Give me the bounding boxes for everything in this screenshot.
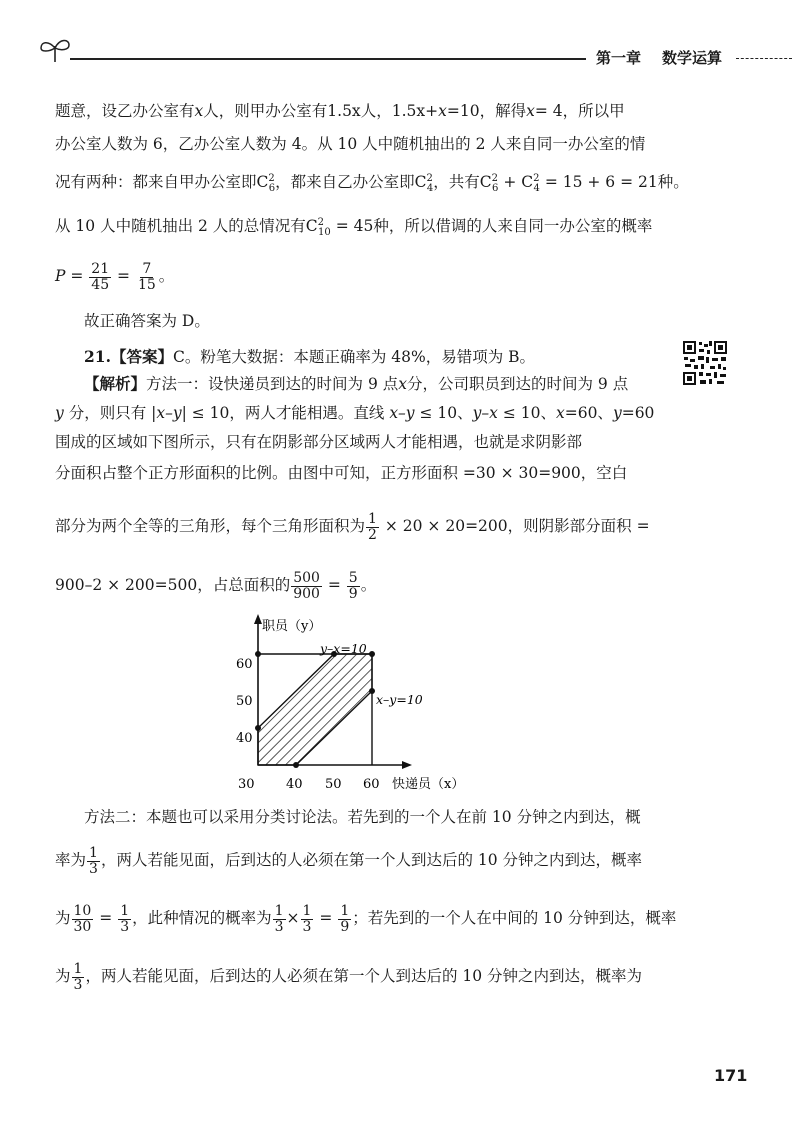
text-line-16: 为 $\frac{10}{30}$ = $\frac{1}{3}$ ，此种情况的概率为 $\frac{1}{3}$ × $\frac{1}{3}$ = $\frac{1}{9}$ ；若先到的一个人在中间的 10 分钟到达，概率 [55, 902, 677, 935]
section-label: 数学运算 [662, 49, 723, 67]
sprout-icon [38, 36, 72, 64]
x-axis-arrow [402, 761, 412, 769]
text-line-2: 办公室人数为 6，乙办公室人数为 4。从 10 人中随机抽出的 2 人来自同一办公室的情 [55, 135, 646, 153]
line-label-y-minus-x: y–x=10 [320, 641, 367, 656]
point-30-40 [255, 725, 261, 731]
text-line-14: 方法二：本题也可以采用分类讨论法。若先到的一个人在前 10 分钟之内到达，概 [84, 808, 641, 826]
text-line-4: 从 10 人中随机抽出 2 人的总情况有$C^2_{10} = 45$种，所以借调的人来自同一办公室的概率 [55, 217, 653, 239]
page-number: 171 [714, 1066, 748, 1085]
text-line-15: 率为 $\frac{1}{3}$ ，两人若能见面，后到达的人必须在第一个人到达后的 10 分钟之内到达，概率 [55, 844, 643, 877]
text-line-3: 况有两种：都来自甲办公室即$C^2_6$，都来自乙办公室即$C^2_4$，共有$C^2_6 + C^2_4 = 15 + 6 = 21$种。 [55, 173, 689, 195]
x-axis-label: 快递员（x） [392, 777, 465, 792]
text-line-5: P = $\frac{21}{45}$ = $\frac{7}{15}$ 。 [55, 260, 175, 293]
text-line-17: 为 $\frac{1}{3}$ ，两人若能见面，后到达的人必须在第一个人到达后的 10 分钟之内到达，概率为 [55, 960, 643, 993]
point-40-30 [293, 762, 299, 768]
header-rule [70, 58, 586, 60]
y-axis-arrow [254, 614, 262, 624]
text-line-10: 围成的区域如下图所示，只有在阴影部分区域两人才能相遇，也就是求阴影部 [55, 433, 583, 451]
text-line-6: 故正确答案为 D。 [84, 312, 210, 330]
text-line-8: 【解析】方法一：设快递员到达的时间为 9 点x分，公司职员到达的时间为 9 点 [84, 375, 629, 393]
probability-diagram [230, 612, 490, 802]
x-tick-50: 50 [325, 777, 342, 792]
x-tick-30: 30 [238, 777, 255, 792]
y-tick-60: 60 [236, 657, 253, 672]
point-60-50 [369, 688, 375, 694]
text-line-9: y 分，则只有 |x–y| ≤ 10，两人才能相遇。直线 x–y ≤ 10、y–x ≤ 10、x=60、y=60 [55, 404, 655, 422]
chapter-label: 第一章 [596, 49, 642, 67]
header-rule-right [736, 58, 792, 59]
y-tick-40: 40 [236, 731, 253, 746]
text-line-7: 21.【答案】C。粉笔大数据：本题正确率为 48%，易错项为 B。 [84, 347, 536, 366]
text-line-11: 分面积占整个正方形面积的比例。由图中可知，正方形面积 =30 × 30=900，空白 [55, 464, 628, 482]
y-axis-label: 职员（y） [262, 619, 322, 634]
x-tick-40: 40 [286, 777, 303, 792]
line-label-x-minus-y: x–y=10 [376, 692, 423, 707]
point-30-60 [255, 651, 261, 657]
y-tick-50: 50 [236, 694, 253, 709]
point-60-60 [369, 651, 375, 657]
x-tick-60: 60 [363, 777, 380, 792]
qr-code[interactable] [682, 340, 728, 386]
text-line-1: 题意，设乙办公室有x人，则甲办公室有1.5x人，1.5x+x=10，解得x= 4，所以甲 [55, 102, 625, 120]
text-line-12: 部分为两个全等的三角形，每个三角形面积为 $\frac{1}{2}$ × 20 × 20=200，则阴影部分面积 = [55, 510, 650, 543]
shaded-region [258, 654, 372, 765]
text-line-13: 900–2 × 200=500，占总面积的 $\frac{500}{900}$ = $\frac{5}{9}$ 。 [55, 569, 377, 602]
